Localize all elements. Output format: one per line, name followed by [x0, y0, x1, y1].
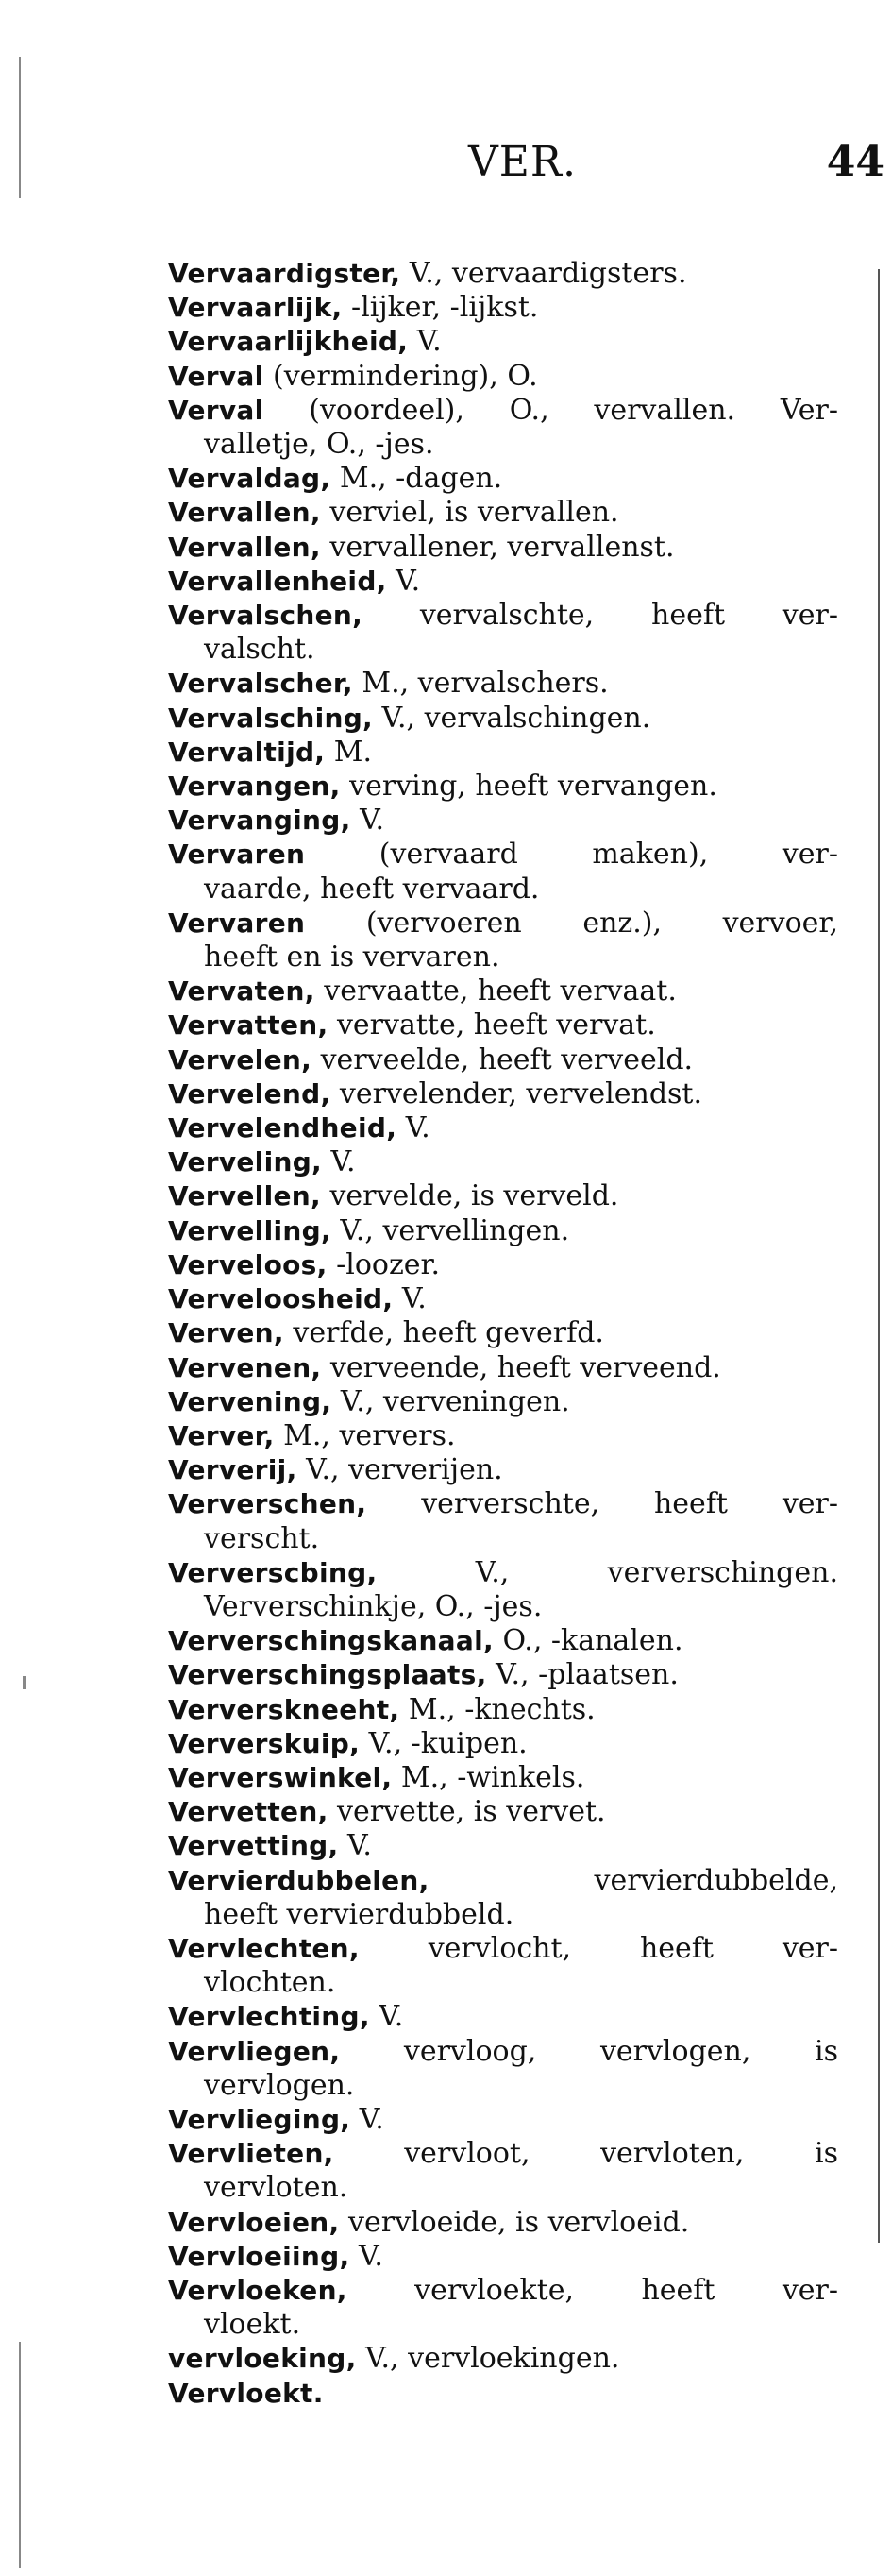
entry-first-line	[168, 2274, 838, 2308]
headword: Vervangen,	[168, 771, 341, 803]
entry-first-line	[168, 1693, 838, 1727]
dictionary-entry	[168, 974, 838, 1008]
entry-first-line	[168, 1453, 838, 1487]
entry-first-line	[168, 1419, 838, 1453]
headword: Vervlechting,	[168, 2001, 370, 2033]
dictionary-entry	[168, 1487, 838, 1555]
entry-continuation-line: valletje, O., -jes.	[204, 428, 434, 462]
entry-first-line	[168, 1624, 838, 1658]
definition-text: vervlocht, heeft ver-	[359, 1931, 838, 1965]
dictionary-entry	[168, 2342, 838, 2376]
definition-text: -lijker, -lijkst.	[342, 291, 539, 325]
definition-text: verfde, heeft geverfd.	[283, 1316, 604, 1350]
dictionary-entry	[168, 599, 838, 667]
entry-first-line	[168, 974, 838, 1008]
entry-first-line	[168, 1077, 838, 1111]
dictionary-entry	[168, 1658, 838, 1692]
headword: Vervening,	[168, 1385, 332, 1417]
entry-first-line	[168, 325, 838, 359]
entry-first-line	[168, 667, 838, 701]
definition-text: V., vervalschingen.	[373, 701, 651, 735]
headword: Vervaardigster,	[168, 258, 401, 289]
definition-text: vervallener, vervallenst.	[320, 530, 675, 564]
entry-first-line	[168, 2342, 838, 2376]
headword: Vervaren	[168, 839, 306, 871]
entry-first-line	[168, 2240, 838, 2274]
definition-text: V., -plaatsen.	[486, 1658, 679, 1692]
definition-text: V., vervaardigsters.	[400, 257, 687, 290]
dictionary-entry	[168, 531, 838, 565]
definition-text: V.	[369, 2000, 404, 2034]
dictionary-entry	[168, 360, 838, 394]
definition-text: V.	[408, 325, 442, 359]
definition-text: V.	[350, 804, 385, 838]
headword: Verveling,	[168, 1146, 322, 1178]
dictionary-entry	[168, 1864, 838, 1932]
definition-text: V.	[396, 1111, 430, 1145]
entry-first-line	[168, 2206, 838, 2240]
definition-text: O., -kanalen.	[493, 1624, 683, 1658]
entry-first-line	[168, 1248, 838, 1282]
headword: Vervallenheid,	[168, 565, 387, 597]
entry-first-line	[168, 496, 838, 530]
headword: Vervanging,	[168, 805, 351, 837]
entry-first-line	[168, 1761, 838, 1795]
headword: Vervaren	[168, 907, 306, 939]
definition-text: M., -knechts.	[399, 1692, 596, 1726]
entry-continuation-line: Ververschinkje, O., -jes.	[204, 1589, 543, 1623]
headword: Vervelen,	[168, 1043, 312, 1076]
entry-continuation-line: heeft vervierdubbeld.	[204, 1897, 514, 1931]
entry-first-line	[168, 531, 838, 565]
entry-first-line	[168, 736, 838, 770]
dictionary-entry	[168, 1316, 838, 1350]
entry-first-line	[168, 1282, 838, 1316]
dictionary-entry	[168, 394, 838, 462]
definition-text: (vervaard maken), ver-	[305, 838, 838, 872]
column-rule	[878, 269, 880, 2243]
dictionary-entry	[168, 1453, 838, 1487]
dictionary-entry	[168, 1111, 838, 1145]
headword: Ververswinkel,	[168, 1761, 393, 1793]
definition-text: (voordeel), O., vervallen. Ver-	[263, 393, 838, 427]
margin-mark-middle	[23, 1676, 26, 1689]
definition-text: verviel, is vervallen.	[320, 496, 619, 530]
margin-mark-bottom	[19, 2342, 21, 2568]
headword: Vervaltijd,	[168, 736, 326, 768]
headword: Vervelend,	[168, 1077, 331, 1110]
dictionary-entry	[168, 736, 838, 770]
dictionary-entry	[168, 1351, 838, 1385]
entry-first-line	[168, 1727, 838, 1761]
dictionary-entry	[168, 770, 838, 804]
headword: Vervellen,	[168, 1180, 321, 1212]
headword: Vervatten,	[168, 1009, 328, 1042]
entry-first-line	[168, 1556, 838, 1590]
definition-text: verving, heeft vervangen.	[340, 770, 717, 804]
dictionary-entry	[168, 1385, 838, 1419]
dictionary-entry	[168, 565, 838, 599]
definition-text: M., -dagen.	[330, 462, 503, 496]
dictionary-entry	[168, 1761, 838, 1795]
dictionary-entry	[168, 1693, 838, 1727]
headword: Verval	[168, 360, 264, 392]
definition-text: -loozer.	[327, 1247, 441, 1281]
definition-text: vervalschte, heeft ver-	[362, 599, 838, 633]
definition-text: V.	[350, 2102, 384, 2136]
entry-first-line	[168, 1111, 838, 1145]
entry-first-line	[168, 1932, 838, 1966]
entry-first-line	[168, 1214, 838, 1248]
entry-first-line	[168, 257, 838, 291]
definition-text: verveende, heeft verveend.	[321, 1350, 721, 1384]
headword: Ververskuip,	[168, 1727, 361, 1759]
entry-first-line	[168, 462, 838, 496]
headword: Vervlieging,	[168, 2103, 351, 2135]
headword: Vervallen,	[168, 531, 321, 563]
headword: Vervalsching,	[168, 702, 373, 734]
entry-first-line	[168, 1864, 838, 1898]
headword: Ververschingsplaats,	[168, 1659, 487, 1691]
dictionary-entry	[168, 1624, 838, 1658]
dictionary-entry	[168, 496, 838, 530]
definition-text: vervloot, vervloten, is	[333, 2137, 838, 2171]
headword: Vervalschen,	[168, 600, 363, 632]
entry-first-line	[168, 291, 838, 325]
dictionary-entry	[168, 1179, 838, 1213]
entry-first-line	[168, 1008, 838, 1042]
dictionary-entry	[168, 1043, 838, 1077]
dictionary-entry	[168, 1077, 838, 1111]
entry-first-line	[168, 1145, 838, 1179]
entry-continuation-line: verscht.	[204, 1521, 320, 1555]
definition-text: vervloog, vervlogen, is	[340, 2034, 838, 2068]
definition-text: vervaatte, heeft vervaat.	[314, 974, 677, 1008]
headword: Vervaarlijk,	[168, 292, 343, 324]
dictionary-entry	[168, 2377, 838, 2411]
dictionary-entry	[168, 838, 838, 906]
definition-text: vervelender, vervelendst.	[330, 1076, 703, 1110]
headword: Vervalscher,	[168, 668, 353, 700]
dictionary-entry	[168, 2103, 838, 2137]
definition-text: M., -winkels.	[392, 1760, 585, 1794]
entry-first-line	[168, 702, 838, 736]
definition-text: V., vervellingen.	[330, 1213, 570, 1247]
entry-first-line	[168, 2035, 838, 2069]
headword: Vervallen,	[168, 497, 321, 529]
entry-first-line	[168, 1795, 838, 1829]
dictionary-entry	[168, 1556, 838, 1624]
headword: Vervliegen,	[168, 2035, 341, 2067]
page-header	[0, 138, 892, 195]
headword: Vervetting,	[168, 1830, 339, 1862]
page-number: 44	[826, 138, 884, 186]
dictionary-entry	[168, 804, 838, 838]
headword: Vervelendheid,	[168, 1112, 397, 1144]
entry-first-line	[168, 907, 838, 941]
entry-first-line	[168, 1179, 838, 1213]
entry-first-line	[168, 360, 838, 394]
headword: Vervloekt.	[168, 2377, 324, 2409]
entry-continuation-line: heeft en is vervaren.	[204, 941, 500, 974]
entry-first-line	[168, 1658, 838, 1692]
headword: Verven,	[168, 1317, 284, 1349]
entry-first-line	[168, 2103, 838, 2137]
headword: Verveloosheid,	[168, 1283, 394, 1315]
dictionary-entries	[168, 257, 838, 2411]
dictionary-entry	[168, 1829, 838, 1863]
entry-first-line	[168, 770, 838, 804]
definition-text: vervloeide, is vervloeid.	[339, 2205, 690, 2239]
headword: Vervetten,	[168, 1796, 328, 1828]
definition-text: vervette, is vervet.	[328, 1795, 606, 1829]
entry-continuation-line: vlochten.	[204, 1966, 336, 2000]
definition-text: V.	[349, 2239, 383, 2273]
dictionary-entry	[168, 462, 838, 496]
entry-first-line	[168, 1316, 838, 1350]
entry-continuation-line: vervloten.	[204, 2171, 348, 2205]
definition-text: V., ververschingen.	[377, 1555, 838, 1589]
dictionary-entry	[168, 907, 838, 974]
definition-text: vervatte, heeft vervat.	[328, 1008, 656, 1042]
dictionary-entry	[168, 257, 838, 291]
entry-first-line	[168, 2377, 838, 2411]
dictionary-entry	[168, 2240, 838, 2274]
dictionary-entry	[168, 2137, 838, 2205]
dictionary-entry	[168, 2274, 838, 2342]
running-head: VER.	[468, 138, 578, 186]
entry-first-line	[168, 1829, 838, 1863]
dictionary-entry	[168, 1214, 838, 1248]
headword: Vervaarlijkheid,	[168, 326, 409, 358]
headword: Vervloeken,	[168, 2274, 347, 2306]
dictionary-entry	[168, 1419, 838, 1453]
entry-continuation-line: valscht.	[204, 633, 315, 667]
definition-text: V.	[393, 1282, 427, 1316]
headword: Ververskneeht,	[168, 1693, 400, 1725]
headword: Ververscbing,	[168, 1556, 378, 1588]
headword: Vervenen,	[168, 1351, 322, 1383]
definition-text: verveelde, heeft verveeld.	[311, 1042, 694, 1076]
dictionary-entry	[168, 1795, 838, 1829]
dictionary-entry	[168, 1248, 838, 1282]
definition-text: V., verveningen.	[331, 1384, 570, 1418]
headword: Vervaten,	[168, 975, 315, 1008]
entry-first-line	[168, 838, 838, 872]
dictionary-entry	[168, 1008, 838, 1042]
headword: Vervaldag,	[168, 463, 331, 495]
entry-first-line	[168, 599, 838, 633]
definition-text: M., ververs.	[274, 1418, 456, 1452]
definition-text: V., vervloekingen.	[356, 2342, 620, 2376]
entry-first-line	[168, 2137, 838, 2171]
definition-text: V.	[322, 1145, 356, 1179]
definition-text: ververschte, heeft ver-	[366, 1487, 838, 1521]
entry-continuation-line: vloekt.	[204, 2308, 301, 2342]
definition-text: vervelde, is verveld.	[320, 1179, 619, 1213]
headword: Vervierdubbelen,	[168, 1864, 429, 1896]
headword: Vervelling,	[168, 1214, 331, 1246]
dictionary-entry	[168, 2035, 838, 2103]
entry-continuation-line: vervlogen.	[204, 2068, 355, 2102]
headword: Vervlieten,	[168, 2138, 334, 2170]
dictionary-entry	[168, 1145, 838, 1179]
entry-first-line	[168, 565, 838, 599]
definition-text: V.	[338, 1829, 372, 1863]
headword: Verveloos,	[168, 1248, 328, 1280]
definition-text: M., vervalschers.	[352, 667, 609, 701]
entry-first-line	[168, 1487, 838, 1521]
headword: Vervlechten,	[168, 1932, 360, 1964]
definition-text: vervierdubbelde,	[429, 1863, 838, 1897]
entry-first-line	[168, 394, 838, 428]
headword: Verver,	[168, 1419, 275, 1451]
entry-first-line	[168, 2000, 838, 2034]
dictionary-entry	[168, 2206, 838, 2240]
dictionary-entry	[168, 325, 838, 359]
dictionary-entry	[168, 2000, 838, 2034]
dictionary-entry	[168, 667, 838, 701]
entry-first-line	[168, 1385, 838, 1419]
definition-text: V., -kuipen.	[360, 1726, 528, 1760]
headword: Vervloeien,	[168, 2206, 340, 2238]
definition-text: (vervoeren enz.), vervoer,	[305, 906, 838, 940]
definition-text: V.	[386, 564, 421, 598]
headword: Vervloeiing,	[168, 2240, 350, 2272]
headword: Ververschen,	[168, 1488, 367, 1520]
dictionary-entry	[168, 1282, 838, 1316]
dictionary-entry	[168, 1727, 838, 1761]
entry-first-line	[168, 1043, 838, 1077]
dictionary-entry	[168, 291, 838, 325]
headword: Ververschingskanaal,	[168, 1625, 494, 1657]
definition-text: V., ververijen.	[296, 1453, 503, 1487]
definition-text: (vermindering), O.	[263, 359, 538, 393]
entry-first-line	[168, 804, 838, 838]
entry-first-line	[168, 1351, 838, 1385]
headword: Verval	[168, 394, 264, 426]
headword: vervloeking,	[168, 2343, 357, 2375]
headword: Ververij,	[168, 1454, 297, 1486]
definition-text: M.	[325, 735, 373, 769]
entry-continuation-line: vaarde, heeft vervaard.	[204, 872, 540, 906]
definition-text: vervloekte, heeft ver-	[346, 2273, 838, 2307]
dictionary-entry	[168, 1932, 838, 2000]
dictionary-entry	[168, 702, 838, 736]
